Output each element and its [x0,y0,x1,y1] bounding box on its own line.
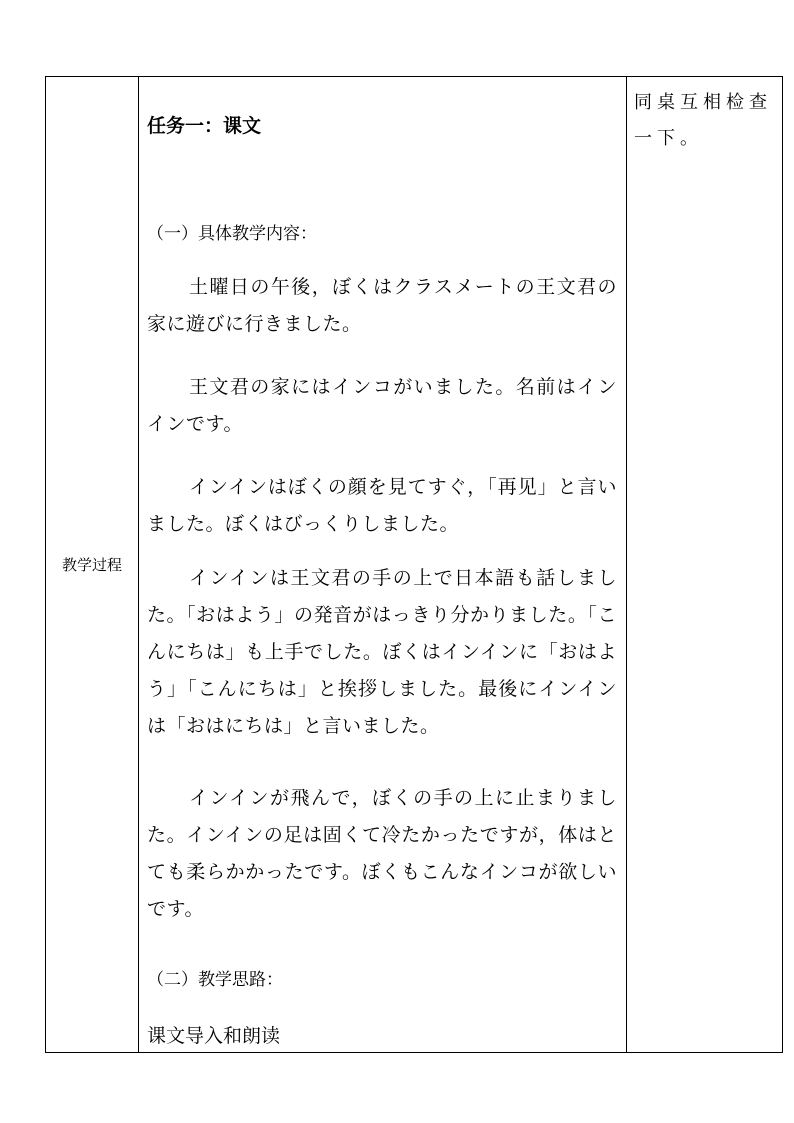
column-divider [626,77,627,1052]
section2-text: 课文导入和朗读 [147,1025,281,1047]
note-cell: 同桌互相检查一下。 [634,92,772,149]
section2-heading: （二）教学思路： [147,970,283,990]
section1-heading: （一）具体教学内容： [147,224,317,244]
row-label-cell [46,77,138,1052]
paragraph-5: インインが飛んで，ぼくの手の上に止まりました。インインの足は固くて冷たかったですが，体はとても柔らかかったです。ぼくもこんなインコが欲しいです。 [147,787,617,920]
task-title: 任务一：课文 [147,115,262,137]
paragraph-3: インインはぼくの顔を見てすぐ，「再见」と言いました。ぼくはびっくりしました。 [147,476,617,535]
paragraph-1: 土曜日の午後，ぼくはクラスメートの王文君の家に遊びに行きました。 [147,276,617,335]
paragraph-2: 王文君の家にはインコがいました。名前はインインです。 [147,376,617,435]
column-divider [138,77,139,1052]
paragraph-4: インインは王文君の手の上で日本語も話しました。「おはよう」の発音がはっきり分かりました。「こんにちは」も上手でした。ぼくはインインに「おはよう」「こんにちは」と挨拶しました。最後にインインは「おはにちは」と言いました。 [147,567,617,737]
lesson-table [45,76,783,1053]
row-label: 教学过程 [61,556,122,574]
